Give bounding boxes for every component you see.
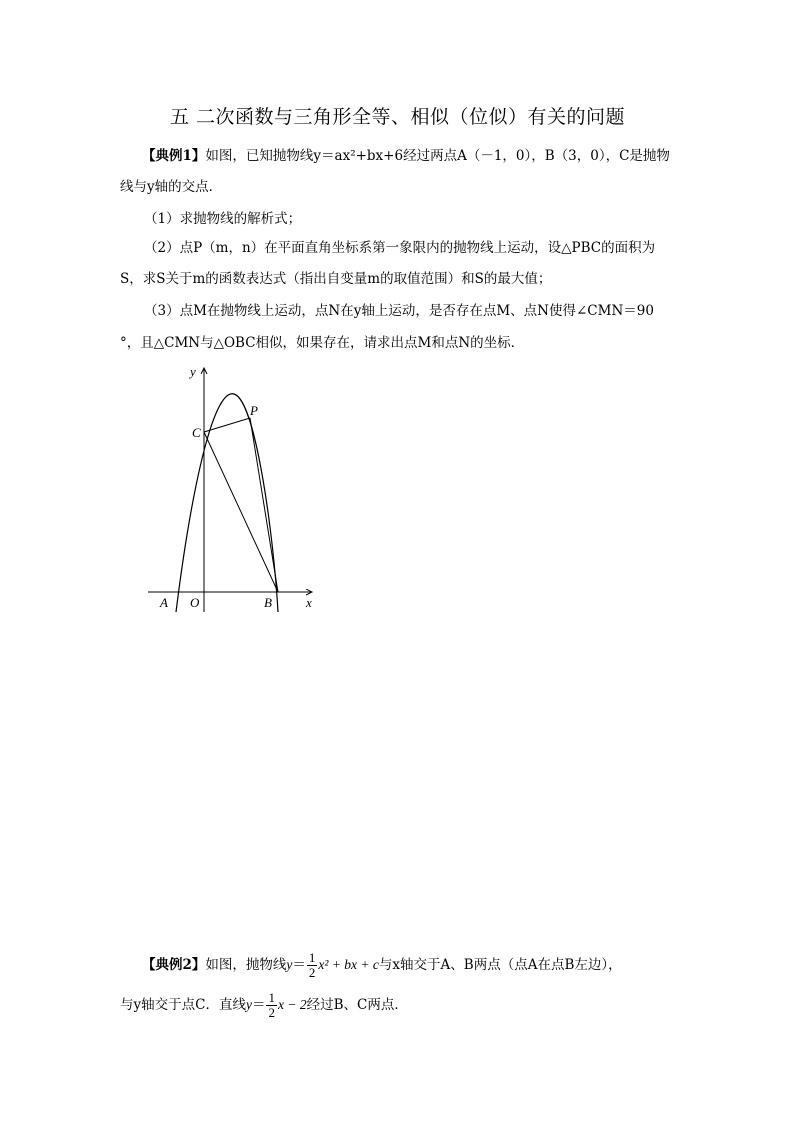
example2-mid: 与x轴交于A、B两点（点A在点B左边）， [378,957,622,973]
example2-line2-pre: 与y轴交于点C．直线 [120,997,246,1013]
example1-line1 [142,146,670,166]
section-title: 五 二次函数与三角形全等、相似（位似）有关的问题 [170,106,626,128]
eq1-numerator: 1 [308,950,316,965]
eq2-rest: x − 2 [277,997,307,1012]
segment-CP [204,418,250,432]
label-x: x [306,595,312,610]
example2-pre: 如图，抛物线 [205,957,287,973]
label-B: B [264,595,272,610]
eq1-y: y [286,957,293,972]
eq2-denominator: 2 [268,1005,275,1020]
example2-line2 [120,990,408,1020]
example1-line2: 线与y轴的交点． [120,179,223,195]
label-C: C [192,425,201,440]
figure-svg [140,360,330,620]
example1-label: 【典例1】 [142,148,206,164]
label-P: P [250,403,258,418]
question-2-line1: （2）点P（m，n）在平面直角坐标系第一象限内的抛物线上运动，设△PBC的面积为 [144,240,656,256]
eq2-y: y [245,997,252,1012]
question-2-line2: S，求S关于m的函数表达式（指出自变量m的取值范围）和S的最大值； [120,271,552,287]
eq2-fraction [266,991,277,1020]
example1-text: 如图，已知抛物线y＝ax²+bx+6经过两点A（－1，0），B（3，0），C是抛物 [205,148,670,164]
example2-line1 [142,950,622,980]
parabola-figure [140,360,330,620]
label-O: O [190,595,200,610]
eq1-rest: x² + bx + c [318,957,379,972]
question-1: （1）求抛物线的解析式； [144,211,302,227]
label-A: A [160,595,168,610]
eq1-fraction [307,951,318,980]
example2-line2-post: 经过B、C两点． [306,997,408,1013]
eq2-numerator: 1 [268,990,275,1005]
label-y: y [190,364,196,379]
eq1-equals: ＝ [292,957,306,973]
segment-CB [204,432,278,592]
eq1-denominator: 2 [308,965,316,980]
eq2-equals: ＝ [251,997,266,1013]
segment-PB [250,418,278,592]
question-3-line1: （3）点M在抛物线上运动，点N在y轴上运动，是否存在点M、点N使得∠CMN＝90 [144,303,654,319]
question-3-line2: °，且△CMN与△OBC相似，如果存在，请求出点M和点N的坐标． [120,335,525,351]
example2-label: 【典例2】 [142,957,206,973]
